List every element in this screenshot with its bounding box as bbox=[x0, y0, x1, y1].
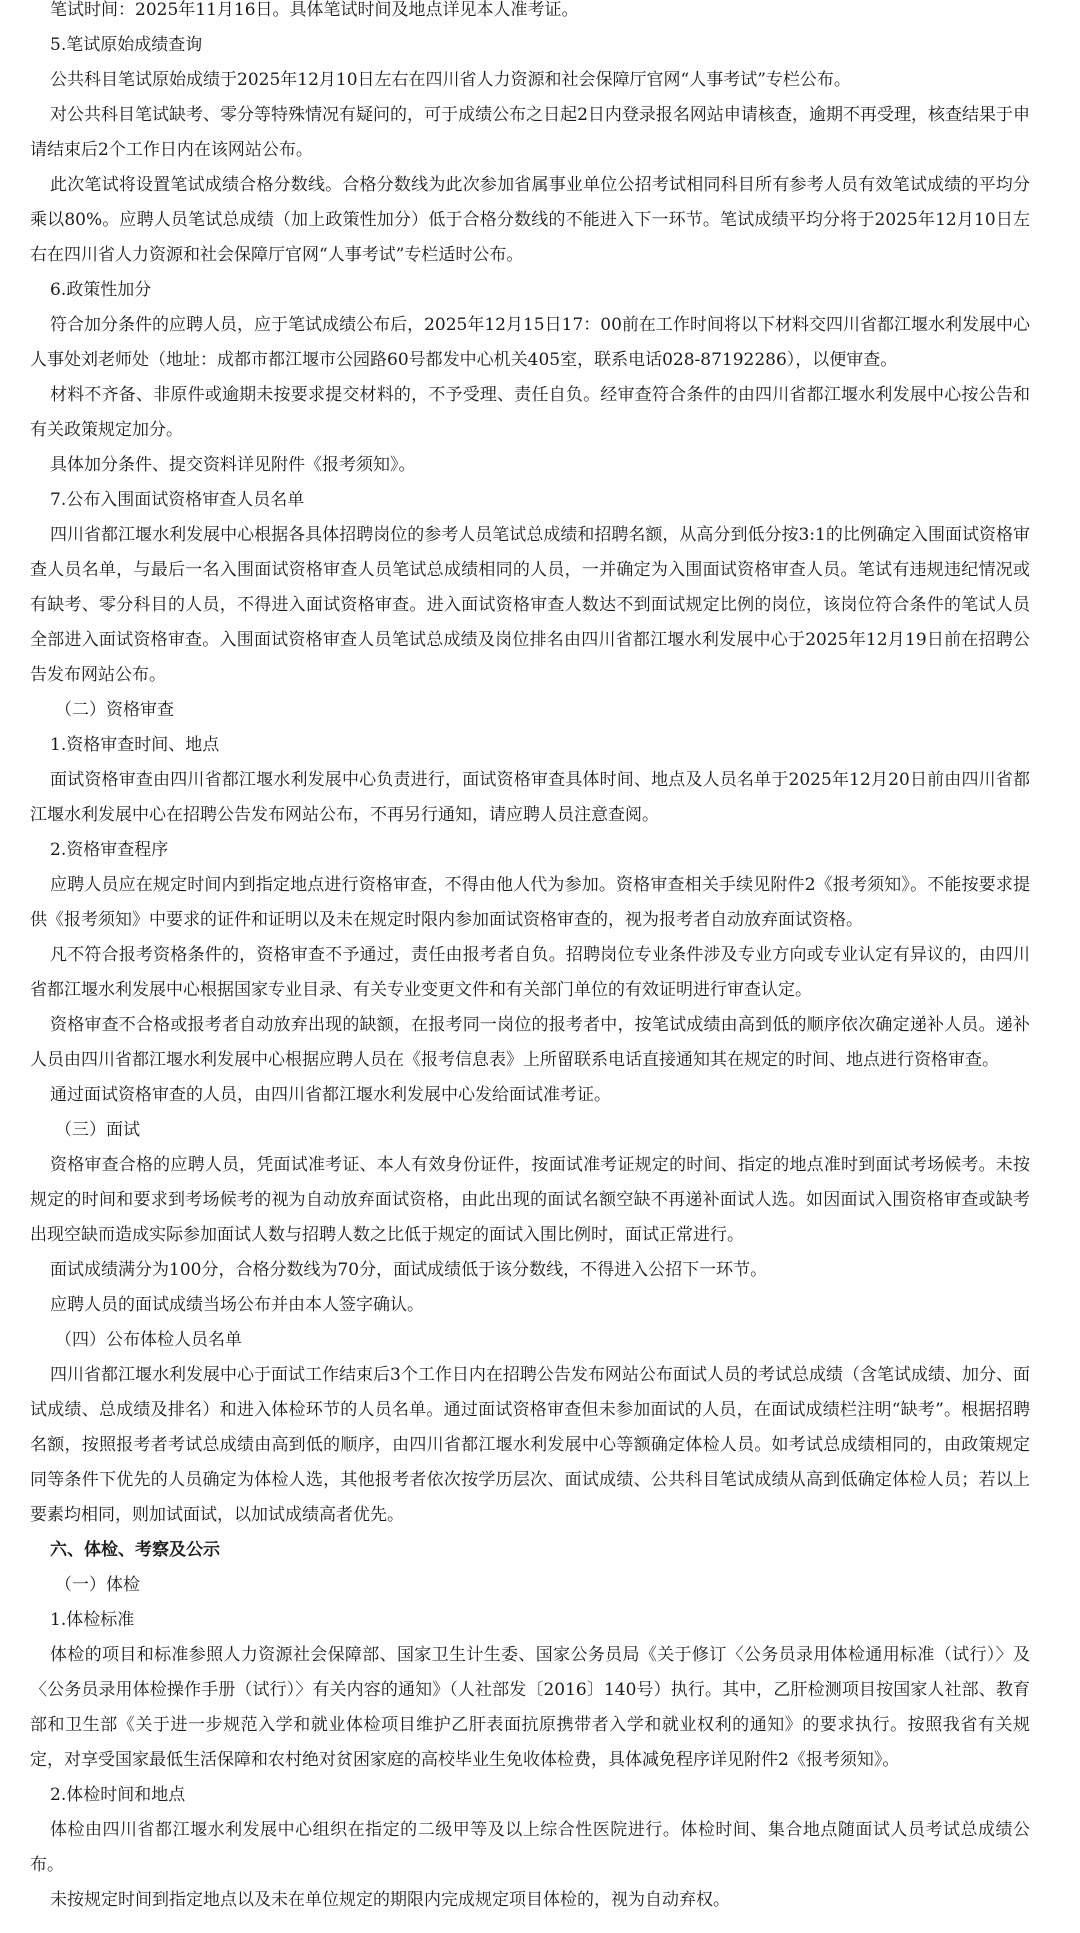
body-paragraph: 面试资格审查由四川省都江堰水利发展中心负责进行，面试资格审查具体时间、地点及人员名单于2025年12月20日前由四川省都江堰水利发展中心在招聘公告发布网站公布，不再另行通知，请应聘人员注意查阅。 bbox=[30, 770, 1030, 825]
body-paragraph: 笔试时间：2025年11月16日。具体笔试时间及地点详见本人准考证。 bbox=[50, 0, 579, 20]
body-paragraph: 资格审查不合格或报考者自动放弃出现的缺额，在报考同一岗位的报考者中，按笔试成绩由高到低的顺序依次确定递补人员。递补人员由四川省都江堰水利发展中心根据应聘人员在《报考信息表》上所留联系电话直接通知其在规定的时间、地点进行资格审查。 bbox=[30, 1015, 1030, 1070]
numbered-subheading: 1.资格审查时间、地点 bbox=[50, 735, 220, 755]
numbered-subheading: 2.资格审查程序 bbox=[50, 840, 169, 860]
subsection-heading: （一）体检 bbox=[55, 1575, 140, 1595]
body-paragraph: 对公共科目笔试缺考、零分等特殊情况有疑问的，可于成绩公布之日起2日内登录报名网站申请核查，逾期不再受理，核查结果于申请结束后2个工作日内在该网站公布。 bbox=[30, 105, 1030, 160]
body-paragraph: 材料不齐备、非原件或逾期未按要求提交材料的，不予受理、责任自负。经审查符合条件的由四川省都江堰水利发展中心按公告和有关政策规定加分。 bbox=[30, 385, 1030, 440]
body-paragraph: 四川省都江堰水利发展中心根据各具体招聘岗位的参考人员笔试总成绩和招聘名额，从高分到低分按3:1的比例确定入围面试资格审查人员名单，与最后一名入围面试资格审查人员笔试总成绩相同的人员，一并确定为入围面试资格审查人员。笔试有违规违纪情况或有缺考、零分科目的人员，不得进入面试资格审查。进入面试资格审查人数达不到面试规定比例的岗位，该岗位符合条件的笔试人员全部进入面试资格审查。入围面试资格审查人员笔试总成绩及岗位排名由四川省都江堰水利发展中心于2025年12月19日前在招聘公告发布网站公布。 bbox=[30, 525, 1030, 685]
body-paragraph: 四川省都江堰水利发展中心于面试工作结束后3个工作日内在招聘公告发布网站公布面试人员的考试总成绩（含笔试成绩、加分、面试成绩、总成绩及排名）和进入体检环节的人员名单。通过面试资格审查但未参加面试的人员，在面试成绩栏注明“缺考”。根据招聘名额，按照报考者考试总成绩由高到低的顺序，由四川省都江堰水利发展中心等额确定体检人员。如考试总成绩相同的，由政策规定同等条件下优先的人员确定为体检人选，其他报考者依次按学历层次、面试成绩、公共科目笔试成绩从高到低确定体检人员；若以上要素均相同，则加试面试，以加试成绩高者优先。 bbox=[30, 1365, 1030, 1525]
subsection-heading: （二）资格审查 bbox=[55, 700, 174, 720]
numbered-subheading: 6.政策性加分 bbox=[50, 280, 152, 300]
numbered-subheading: 7.公布入围面试资格审查人员名单 bbox=[50, 490, 305, 510]
numbered-subheading: 5.笔试原始成绩查询 bbox=[50, 35, 203, 55]
body-paragraph: 未按规定时间到指定地点以及未在单位规定的期限内完成规定项目体检的，视为自动弃权。 bbox=[50, 1890, 730, 1910]
body-paragraph: 体检的项目和标准参照人力资源社会保障部、国家卫生计生委、国家公务员局《关于修订〈公务员录用体检通用标准（试行）〉及〈公务员录用体检操作手册（试行）〉有关内容的通知》（人社部发〔2016〕140号）执行。其中，乙肝检测项目按国家人社部、教育部和卫生部《关于进一步规范入学和就业体检项目维护乙肝表面抗原携带者入学和就业权利的通知》的要求执行。按照我省有关规定，对享受国家最低生活保障和农村绝对贫困家庭的高校毕业生免收体检费，具体减免程序详见附件2《报考须知》。 bbox=[30, 1645, 1030, 1770]
body-paragraph: 应聘人员应在规定时间内到指定地点进行资格审查，不得由他人代为参加。资格审查相关手续见附件2《报考须知》。不能按要求提供《报考须知》中要求的证件和证明以及未在规定时限内参加面试资格审查的，视为报考者自动放弃面试资格。 bbox=[30, 875, 1030, 930]
subsection-heading: （三）面试 bbox=[55, 1120, 140, 1140]
body-paragraph: 符合加分条件的应聘人员，应于笔试成绩公布后，2025年12月15日17：00前在工作时间将以下材料交四川省都江堰水利发展中心人事处刘老师处（地址：成都市都江堰市公园路60号都发中心机关405室，联系电话028-87192286），以便审查。 bbox=[30, 315, 1030, 370]
subsection-heading: （四）公布体检人员名单 bbox=[55, 1330, 242, 1350]
document-body bbox=[30, 0, 1030, 1918]
body-paragraph: 凡不符合报考资格条件的，资格审查不予通过，责任由报考者自负。招聘岗位专业条件涉及专业方向或专业认定有异议的，由四川省都江堰水利发展中心根据国家专业目录、有关专业变更文件和有关部门单位的有效证明进行审查认定。 bbox=[30, 945, 1030, 1000]
section-heading: 六、体检、考察及公示 bbox=[50, 1540, 220, 1560]
numbered-subheading: 2.体检时间和地点 bbox=[50, 1785, 186, 1805]
body-paragraph: 面试成绩满分为100分，合格分数线为70分，面试成绩低于该分数线，不得进入公招下一环节。 bbox=[50, 1260, 768, 1280]
body-paragraph: 应聘人员的面试成绩当场公布并由本人签字确认。 bbox=[50, 1295, 424, 1315]
body-paragraph: 公共科目笔试原始成绩于2025年12月10日左右在四川省人力资源和社会保障厅官网“人事考试”专栏公布。 bbox=[50, 70, 851, 90]
body-paragraph: 具体加分条件、提交资料详见附件《报考须知》。 bbox=[50, 455, 416, 475]
body-paragraph: 资格审查合格的应聘人员，凭面试准考证、本人有效身份证件，按面试准考证规定的时间、指定的地点准时到面试考场候考。未按规定的时间和要求到考场候考的视为自动放弃面试资格，由此出现的面试名额空缺不再递补面试人选。如因面试入围资格审查或缺考出现空缺而造成实际参加面试人数与招聘人数之比低于规定的面试入围比例时，面试正常进行。 bbox=[30, 1155, 1030, 1245]
body-paragraph: 此次笔试将设置笔试成绩合格分数线。合格分数线为此次参加省属事业单位公招考试相同科目所有参考人员有效笔试成绩的平均分乘以80%。应聘人员笔试总成绩（加上政策性加分）低于合格分数线的不能进入下一环节。笔试成绩平均分将于2025年12月10日左右在四川省人力资源和社会保障厅官网“人事考试”专栏适时公布。 bbox=[30, 175, 1030, 265]
body-paragraph: 通过面试资格审查的人员，由四川省都江堰水利发展中心发给面试准考证。 bbox=[50, 1085, 611, 1105]
body-paragraph: 体检由四川省都江堰水利发展中心组织在指定的二级甲等及以上综合性医院进行。体检时间、集合地点随面试人员考试总成绩公布。 bbox=[30, 1820, 1030, 1875]
numbered-subheading: 1.体检标准 bbox=[50, 1610, 135, 1630]
